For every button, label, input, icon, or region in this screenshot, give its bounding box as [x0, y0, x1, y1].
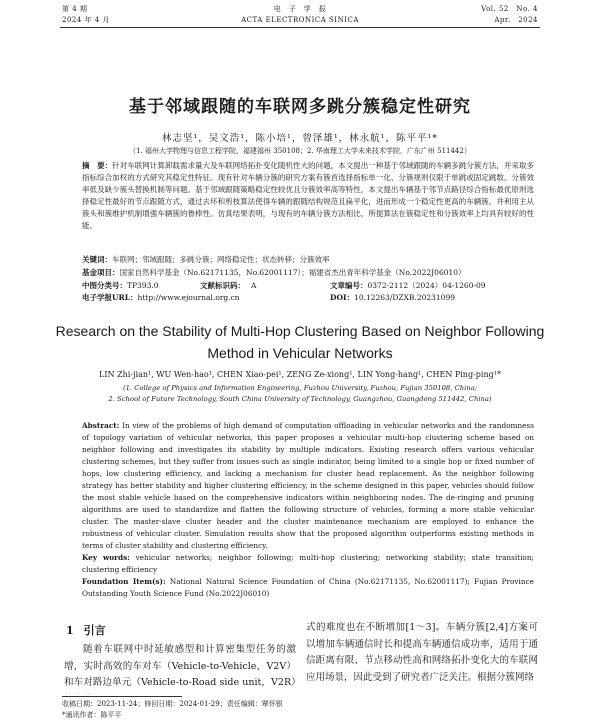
received-date: 收稿日期：2023-11-24；修回日期：2024-01-29；责任编辑：覃怀银	[62, 700, 283, 708]
page-title-cn: 基于邻域跟随的车联网多跳分簇稳定性研究	[129, 97, 471, 117]
doc-label: 文献标识码：	[200, 281, 245, 290]
page-title-en: Research on the Stability of Multi-Hop Clustering Based on Neighbor Following Method in Vehicular Networks	[55, 323, 545, 361]
affiliation-en-1: (1. College of Physics and Information Engineering, Fuzhou University, Fuzhou, Fujian 350108, China;	[122, 384, 478, 392]
section-number: 1	[66, 624, 74, 637]
keywords-cn-text: 车联网；邻域跟随；多跳分簇；网络稳定性；状态转移；分簇效率	[112, 255, 330, 264]
doc-value: A	[251, 281, 257, 290]
issue-date: 2024 年 4 月	[62, 16, 110, 24]
journal-name-cn: 电 子 学 报	[273, 5, 327, 13]
fund-cn-label: 基金项目：	[82, 268, 120, 277]
authors-en: LIN Zhi-jian¹, WU Wen-hao¹, CHEN Xiao-pei¹, ZENG Ze-xiong¹, LIN Yong-hang¹, CHEN Ping-ping¹*	[99, 370, 501, 379]
abstract-en-text: In view of the problems of high demand of computation offloading in vehicular networks and the randomness of topology variation of vehicular networks, this paper proposes a vehicular multi-hop clustering scheme based on neighbor following and investigates its stability by multiple indicators. Existing research offers various vehicular clustering schemes, but they suffer from issues such as single indicator, being limited to a single hop or fixed number of hops, low clustering efficiency, and lacking a mechanism for cluster head replacement. As the neighbor following strategy has better stability and higher clustering efficiency, in the scheme designed in this paper, vehicles should follow the most stable vehicle based on the comprehensive indicators within neighboring nodes. The de-ringing and pruning algorithms are used to standardize and flatten the following structure of vehicles, forming a more stable vehicular cluster. The master-slave cluster header and the cluster maintenance mechanism are employed to enhance the robustness of vehicular cluster. Simulation results show that the proposed algorithm outperforms existing methods in terms of cluster stability and clustering efficiency.	[82, 421, 534, 550]
fund-en	[82, 576, 534, 600]
abstract-cn	[82, 160, 534, 232]
volume-number: Vol. 52 No. 4	[481, 5, 538, 13]
keywords-cn-label: 关键词：	[82, 255, 112, 264]
abstract-en	[82, 420, 534, 552]
url-label: 电子学报URL：	[82, 293, 138, 302]
article-value: 0372-2112（2024）04-1260-09	[367, 281, 486, 290]
journal-name-en: ACTA ELECTRONICA SINICA	[241, 16, 359, 24]
journal-url	[82, 292, 240, 303]
footnote-rule	[62, 696, 182, 697]
keywords-en-text: vehicular networks; neighbor following; multi-hop clustering; networking stability; state transition; clustering efficiency	[82, 553, 534, 574]
issue-number: 第 4 期	[62, 5, 88, 13]
article-number	[330, 280, 486, 291]
abstract-en-label: Abstract:	[82, 421, 120, 430]
body-left-column: 随着车联网中时延敏感型和计算密集型任务的激增，实时高效的车对车（Vehicle-to-Vehicle，V2V）和车对路边单元（Vehicle-to-Road side unit，V2R）	[64, 644, 296, 688]
header-rule	[60, 27, 540, 28]
keywords-cn	[82, 254, 534, 266]
abstract-cn-text: 针对车联网计算卸载需求量大及车联网络拓扑变化随机性大的问题，本文提出一种基于邻域跟随的车辆多跳分簇方法，并采取多指标综合加权的方式研究其稳定性特征。现有针对车辆分簇的研究方案有簇首选择指标单一化、分簇规则仅限于单跳或固定跳数、分簇效率低及缺少簇头替换机制等问题。基于邻域跟随策略稳定性较优且分簇效率高等特性，本文提出车辆基于邻节点路径综合指标最优原则选择稳定性最好的节点跟随方式，通过去环和剪枝算法使得车辆的跟随结构规范且扁平化，进而形成一个稳定性更高的车辆簇，并利用主从簇头和簇维护机制增强车辆簇的鲁棒性。仿真结果表明，与现有的车辆分簇方法相比，所提算法在簇稳定性和分簇效率上均具有较好的性能。	[82, 161, 535, 230]
doi-label: DOI：	[330, 293, 355, 302]
doi-value[interactable]: 10.12263/DZXB.20231099	[354, 293, 455, 302]
section-heading	[66, 622, 106, 638]
fund-en-text: National Natural Science Foundation of China (No.62171135, No.62001117); Fujian Province Outstanding Youth Science Fund (No.2022J06010)	[82, 577, 534, 598]
fund-en-label: Foundation Item(s):	[82, 577, 166, 586]
corresponding-author: *通讯作者：陈平平	[62, 711, 122, 719]
keywords-en-label: Key words:	[82, 553, 130, 562]
body-right-column: 式的难度也在不断增加[1～3]。车辆分簇[2,4]方案可以增加车辆通信时长和提高车辆通信成功率，适用于通信距离有限、节点移动性高和网络拓扑变化大的车联网应用场景，因此受到了研究者广泛关注。根据分簇网络	[306, 622, 538, 683]
clc-number	[82, 280, 159, 291]
authors-cn: 林志坚¹，吴文浩¹，陈小培¹，曾泽雄¹，林永航¹，陈平平¹*	[161, 133, 439, 144]
article-label: 文章编号：	[330, 281, 368, 290]
abstract-cn-label: 摘 要：	[82, 161, 113, 170]
issue-date-en: Apr. 2024	[494, 16, 538, 24]
clc-value: TP393.0	[127, 281, 159, 290]
clc-label: 中图分类号：	[82, 281, 127, 290]
section-title: 引言	[83, 624, 106, 637]
affiliation-cn: （1. 福州大学物理与信息工程学院，福建福州 350108；2. 华南理工大学未来技术学院，广东广州 511442）	[129, 147, 471, 155]
doi	[330, 292, 455, 303]
fund-cn-text: 国家自然科学基金（No.62171135，No.62001117）；福建省杰出青年科学基金（No.2022J06010）	[119, 268, 466, 277]
doc-code	[200, 280, 256, 291]
keywords-en	[82, 552, 534, 576]
affiliation-en-2: 2. School of Future Technology, South China University of Technology, Guangzhou, Guangdong 511442, China)	[108, 395, 492, 403]
fund-cn	[82, 267, 534, 279]
url-value[interactable]: http://www.ejournal.org.cn	[137, 293, 240, 302]
